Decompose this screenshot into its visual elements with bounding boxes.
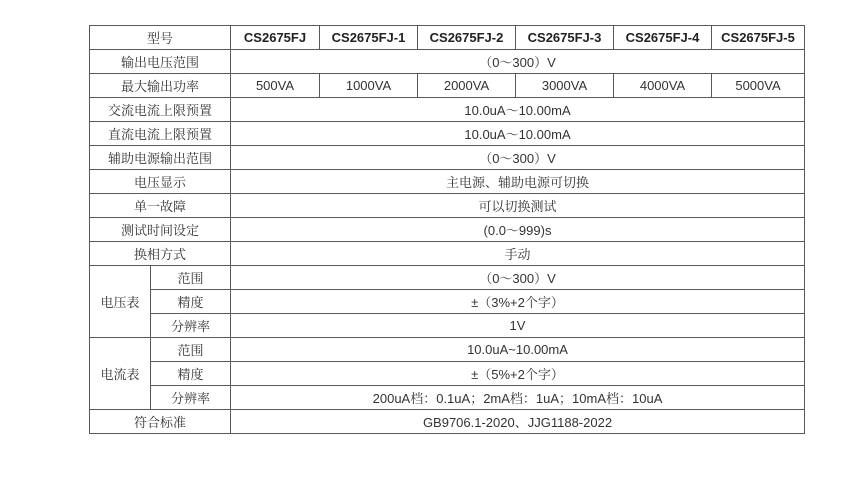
- row-label: 辅助电源输出范围: [90, 146, 231, 170]
- table-row: [90, 386, 805, 410]
- power-cell: 2000VA: [418, 74, 516, 98]
- row-value: 10.0uA~10.00mA: [231, 338, 805, 362]
- sub-label: 范围: [151, 338, 231, 362]
- table-row: [90, 410, 805, 434]
- table-row: [90, 194, 805, 218]
- row-label: 最大输出功率: [90, 74, 231, 98]
- row-label: 输出电压范围: [90, 50, 231, 74]
- row-label: 测试时间设定: [90, 218, 231, 242]
- row-value: GB9706.1-2020、JJG1188-2022: [231, 410, 805, 434]
- header-row: [90, 26, 805, 50]
- row-value: (0.0～999)s: [231, 218, 805, 242]
- model-header-label: 型号: [90, 26, 231, 50]
- model-cell: CS2675FJ-1: [320, 26, 418, 50]
- power-cell: 1000VA: [320, 74, 418, 98]
- row-value: 1V: [231, 314, 805, 338]
- table-row: [90, 266, 805, 290]
- row-label: 符合标准: [90, 410, 231, 434]
- row-value: 主电源、辅助电源可切换: [231, 170, 805, 194]
- model-cell: CS2675FJ: [231, 26, 320, 50]
- row-label: 换相方式: [90, 242, 231, 266]
- sub-label: 精度: [151, 290, 231, 314]
- row-value: 手动: [231, 242, 805, 266]
- table-row: [90, 122, 805, 146]
- row-value: 可以切换测试: [231, 194, 805, 218]
- table-row: [90, 146, 805, 170]
- power-cell: 4000VA: [614, 74, 712, 98]
- table-row: [90, 74, 805, 98]
- row-value: （0～300）V: [231, 50, 805, 74]
- spec-table: [89, 25, 805, 434]
- row-value: （0～300）V: [231, 266, 805, 290]
- row-label: 直流电流上限预置: [90, 122, 231, 146]
- group-label-voltmeter: 电压表: [90, 266, 151, 338]
- row-label: 交流电流上限预置: [90, 98, 231, 122]
- sub-label: 范围: [151, 266, 231, 290]
- sub-label: 分辨率: [151, 314, 231, 338]
- model-cell: CS2675FJ-2: [418, 26, 516, 50]
- row-label: 电压显示: [90, 170, 231, 194]
- table-row: [90, 242, 805, 266]
- model-cell: CS2675FJ-5: [712, 26, 805, 50]
- sub-label: 精度: [151, 362, 231, 386]
- table-row: [90, 170, 805, 194]
- table-row: [90, 290, 805, 314]
- model-cell: CS2675FJ-3: [516, 26, 614, 50]
- table-row: [90, 314, 805, 338]
- power-cell: 5000VA: [712, 74, 805, 98]
- row-value: 200uA档：0.1uA；2mA档：1uA；10mA档：10uA: [231, 386, 805, 410]
- row-value: ±（3%+2个字）: [231, 290, 805, 314]
- model-cell: CS2675FJ-4: [614, 26, 712, 50]
- table-row: [90, 218, 805, 242]
- row-value: ±（5%+2个字）: [231, 362, 805, 386]
- power-cell: 500VA: [231, 74, 320, 98]
- table-row: [90, 338, 805, 362]
- row-value: （0～300）V: [231, 146, 805, 170]
- group-label-ammeter: 电流表: [90, 338, 151, 410]
- row-value: 10.0uA～10.00mA: [231, 122, 805, 146]
- power-cell: 3000VA: [516, 74, 614, 98]
- table-row: [90, 362, 805, 386]
- table-row: [90, 98, 805, 122]
- table-row: [90, 50, 805, 74]
- sub-label: 分辨率: [151, 386, 231, 410]
- row-value: 10.0uA～10.00mA: [231, 98, 805, 122]
- row-label: 单一故障: [90, 194, 231, 218]
